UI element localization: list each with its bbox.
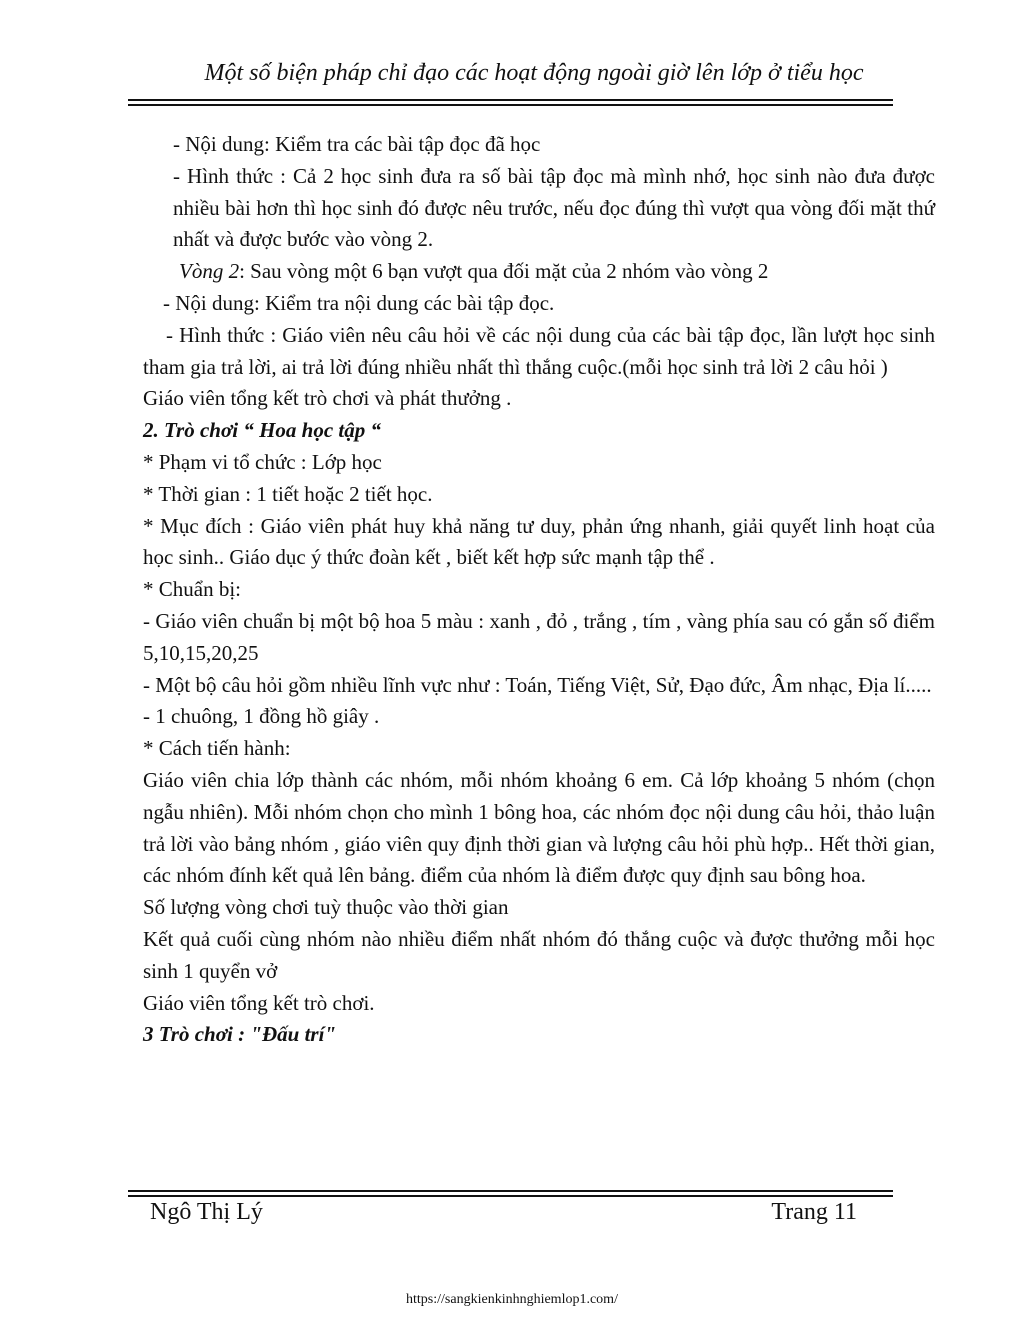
- content-line: - Nội dung: Kiểm tra các bài tập đọc đã học: [173, 132, 541, 156]
- content-paragraph: - Hình thức : Giáo viên nêu câu hỏi về các nội dung của các bài tập đọc, lần lượt học sinh tham gia trả lời, ai trả lời đúng nhiều nhất thì thắng cuộc.(mỗi học sinh trả lời 2 câu hỏi ): [143, 322, 935, 379]
- section-heading: 2. Trò chơi “ Hoa học tập “: [143, 418, 381, 443]
- content-paragraph: * Mục đích : Giáo viên phát huy khả năng tư duy, phản ứng nhanh, giải quyết linh hoạt của học sinh.. Giáo dục ý thức đoàn kết , biết kết hợp sức mạnh tập thể .: [143, 513, 935, 570]
- content-line: Giáo viên tổng kết trò chơi và phát thưởng .: [143, 386, 512, 411]
- round-2-line: [143, 256, 935, 288]
- content-paragraph: - Hình thức : Cả 2 học sinh đưa ra số bài tập đọc mà mình nhớ, học sinh nào đưa được nhiều bài hơn thì học sinh đó được nêu trước, nếu đọc đúng thì vượt qua vòng đối mặt thứ nhất và được bước vào vòng 2.: [173, 163, 935, 252]
- footer-rule-top: [128, 1190, 893, 1192]
- content-line: * Cách tiến hành:: [143, 736, 291, 761]
- page-number: Trang 11: [771, 1199, 857, 1225]
- content-paragraph: - Giáo viên chuẩn bị một bộ hoa 5 màu : xanh , đỏ , trắng , tím , vàng phía sau có gắn số điểm 5,10,15,20,25: [143, 608, 935, 665]
- content-line: * Phạm vi tổ chức : Lớp học: [143, 449, 382, 474]
- section-heading: 3 Trò chơi : "Đấu trí": [143, 1022, 337, 1047]
- round-2-text: : Sau vòng một 6 bạn vượt qua đối mặt của 2 nhóm vào vòng 2: [239, 259, 769, 284]
- document-title: Một số biện pháp chỉ đạo các hoạt động ngoài giờ lên lớp ở tiểu học: [204, 60, 864, 86]
- content-paragraph: - Một bộ câu hỏi gồm nhiều lĩnh vực như : Toán, Tiếng Việt, Sử, Đạo đức, Âm nhạc, Địa lí.....: [143, 672, 932, 697]
- footer-rule-bottom: [128, 1195, 893, 1197]
- author-name: Ngô Thị Lý: [150, 1199, 263, 1225]
- page-body: [143, 129, 935, 1051]
- content-line: * Chuẩn bị:: [143, 577, 241, 602]
- content-line: * Thời gian : 1 tiết hoặc 2 tiết học.: [143, 481, 433, 506]
- content-line: Giáo viên tổng kết trò chơi.: [143, 990, 375, 1015]
- content-line: Số lượng vòng chơi tuỳ thuộc vào thời gian: [143, 895, 509, 920]
- round-2-label: Vòng 2: [179, 259, 240, 284]
- content-paragraph: Kết quả cuối cùng nhóm nào nhiều điểm nhất nhóm đó thắng cuộc và được thưởng mỗi học sinh 1 quyển vở: [143, 926, 935, 983]
- header-rule-bottom: [128, 104, 893, 106]
- content-line: - 1 chuông, 1 đồng hồ giây .: [143, 704, 380, 729]
- content-paragraph: Giáo viên chia lớp thành các nhóm, mỗi nhóm khoảng 6 em. Cả lớp khoảng 5 nhóm (chọn ngẫu nhiên). Mỗi nhóm chọn cho mình 1 bông hoa, các nhóm đọc nội dung câu hỏi, thảo luận trả lời vào bảng nhóm , giáo viên quy định thời gian và lượng câu hỏi phù hợp.. Hết thời gian, các nhóm đính kết quả lên bảng. điểm của nhóm là điểm được quy định sau bông hoa.: [143, 767, 935, 888]
- content-line: - Nội dung: Kiểm tra nội dung các bài tập đọc.: [163, 290, 555, 315]
- source-url: https://sangkienkinhnghiemlop1.com/: [406, 1292, 618, 1307]
- header-rule-top: [128, 99, 893, 101]
